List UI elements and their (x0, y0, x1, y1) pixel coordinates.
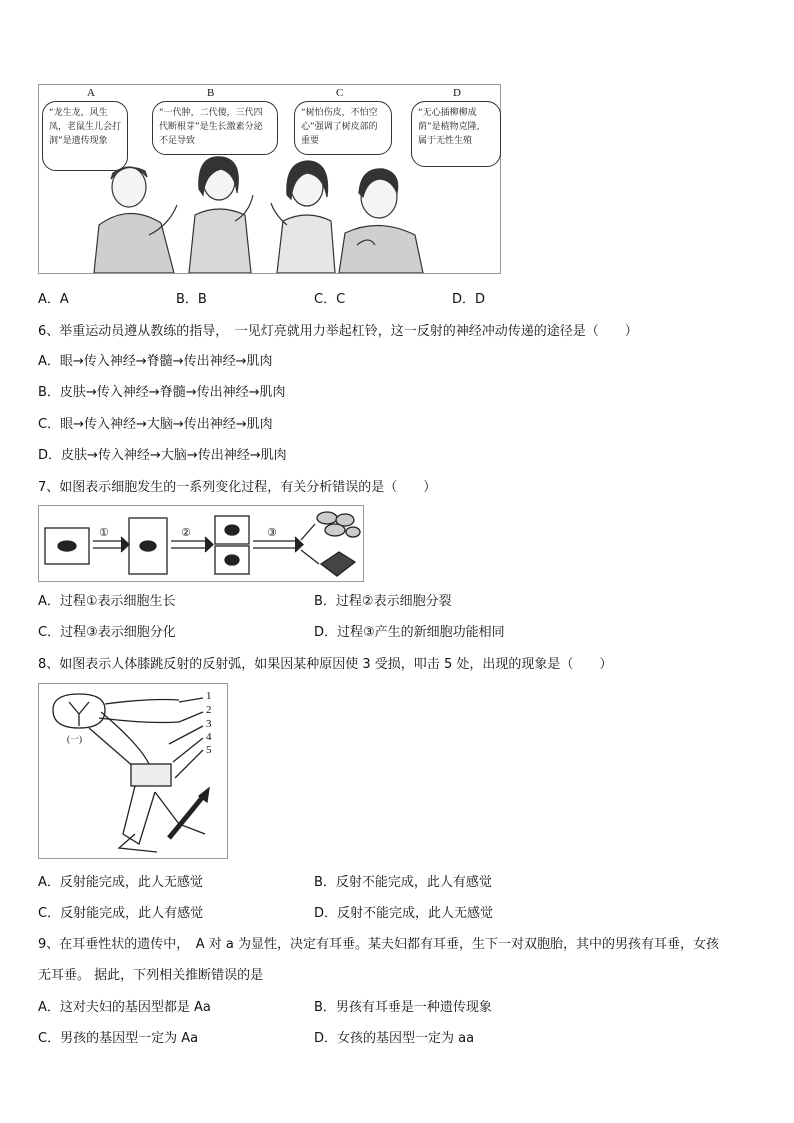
q8-label-spinal: (一) (67, 734, 82, 744)
cell-change-diagram (39, 506, 363, 581)
q7-stem: 7、如图表示细胞发生的一系列变化过程，有关分析错误的是（ ） (38, 480, 437, 495)
q7-option-d[interactable]: D．过程③产生的新细胞功能相同 (314, 625, 505, 640)
q8-reflex-arc-figure (38, 683, 228, 859)
q7-cell-figure (38, 505, 364, 582)
speech-bubble-d: “无心插柳柳成荫”是植物克隆，属于无性生殖 (411, 101, 501, 167)
q8-label-2: 2 (206, 704, 212, 716)
q7-option-c[interactable]: C．过程③表示细胞分化 (38, 625, 176, 640)
speech-bubble-c: “树怕伤皮，不怕空心”强调了树皮部的重要 (294, 101, 392, 155)
q5-figure (38, 84, 501, 274)
fig5-label-a: A (87, 87, 95, 99)
q8-stem: 8、如图表示人体膝跳反射的反射弧，如果因某种原因使 3 受损，叩击 5 处，出现的现象是（ ） (38, 657, 613, 672)
q8-option-b[interactable]: B．反射不能完成，此人有感觉 (314, 875, 492, 890)
speech-bubble-b: “一代肿，二代傻，三代四代断根芽”是生长激素分泌不足导致 (152, 101, 278, 155)
q5-option-b[interactable]: B．B (176, 292, 207, 307)
q6-option-c[interactable]: C．眼→传入神经→大脑→传出神经→肌肉 (38, 417, 273, 432)
q6-stem: 6、举重运动员遵从教练的指导， 一见灯亮就用力举起杠铃，这一反射的神经冲动传递的途径是（ ） (38, 324, 638, 339)
q8-label-4: 4 (206, 731, 212, 743)
q8-label-1: 1 (206, 690, 212, 702)
q9-stem-line2: 无耳垂。 据此，下列相关推断错误的是 (38, 968, 264, 983)
q8-option-d[interactable]: D．反射不能完成，此人无感觉 (314, 906, 494, 921)
q9-option-c[interactable]: C．男孩的基因型一定为 Aa (38, 1031, 199, 1046)
people-illustration (39, 85, 500, 273)
q8-label-5: 5 (206, 744, 212, 756)
q7-step-1-label: ① (99, 527, 109, 539)
q7-step-3-label: ③ (267, 527, 277, 539)
q5-option-c[interactable]: C．C (314, 292, 346, 307)
q9-option-d[interactable]: D．女孩的基因型一定为 aa (314, 1031, 475, 1046)
knee-jerk-reflex-diagram (39, 684, 227, 858)
q5-option-d[interactable]: D．D (452, 292, 486, 307)
speech-bubble-a: “龙生龙，风生凤，老鼠生儿会打洞”是遗传现象 (42, 101, 128, 171)
q9-stem-line1: 9、在耳垂性状的遗传中， A 对 a 为显性，决定有耳垂。某夫妇都有耳垂，生下一对双胞胎，其中的男孩有耳垂，女孩 (38, 937, 720, 952)
fig5-label-d: D (453, 87, 461, 99)
q7-step-2-label: ② (181, 527, 191, 539)
q7-option-a[interactable]: A．过程①表示细胞生长 (38, 594, 176, 609)
q8-label-3: 3 (206, 718, 212, 730)
q8-option-a[interactable]: A．反射能完成，此人无感觉 (38, 875, 203, 890)
q5-option-a[interactable]: A．A (38, 292, 69, 307)
q9-option-b[interactable]: B．男孩有耳垂是一种遗传现象 (314, 1000, 492, 1015)
q6-option-b[interactable]: B．皮肤→传入神经→脊髓→传出神经→肌肉 (38, 385, 286, 400)
q7-option-b[interactable]: B．过程②表示细胞分裂 (314, 594, 452, 609)
fig5-label-c: C (336, 87, 344, 99)
q6-option-d[interactable]: D．皮肤→传入神经→大脑→传出神经→肌肉 (38, 448, 287, 463)
q9-option-a[interactable]: A．这对夫妇的基因型都是 Aa (38, 1000, 211, 1015)
fig5-label-b: B (207, 87, 215, 99)
q8-option-c[interactable]: C．反射能完成，此人有感觉 (38, 906, 204, 921)
q6-option-a[interactable]: A．眼→传入神经→脊髓→传出神经→肌肉 (38, 354, 273, 369)
